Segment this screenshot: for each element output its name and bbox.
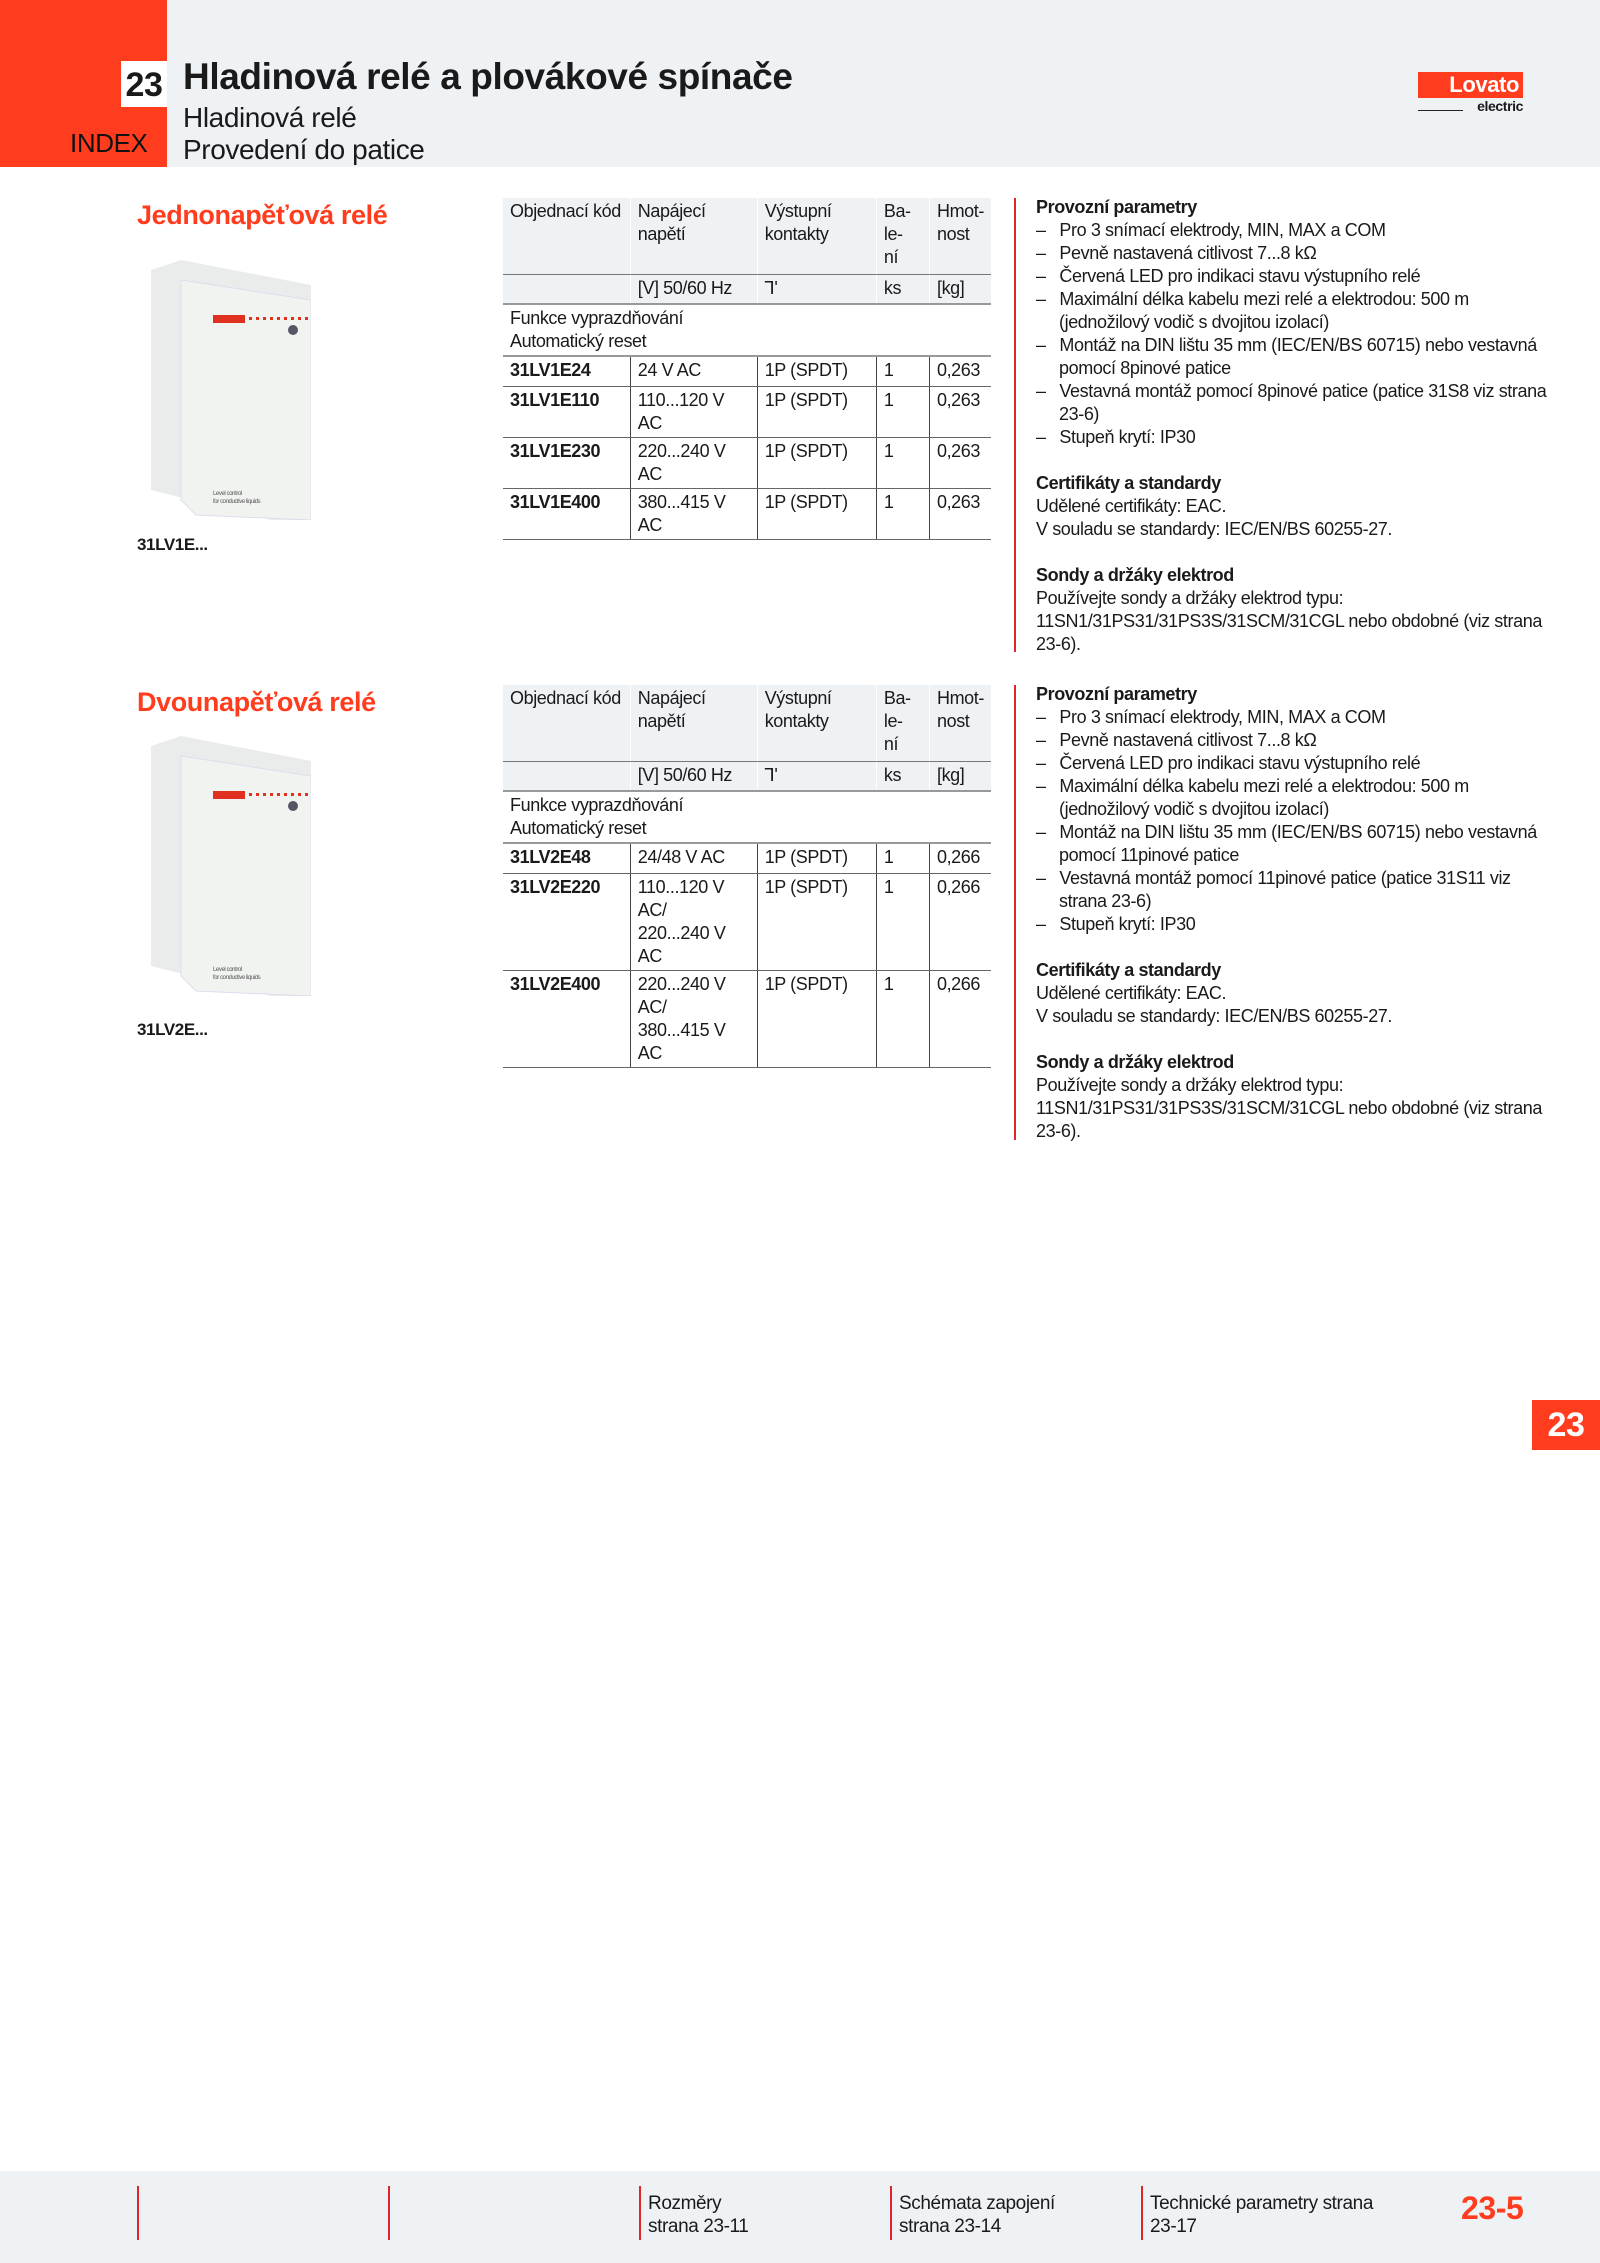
pack-qty: 1: [876, 843, 929, 873]
pack-qty: 1: [876, 873, 929, 970]
logo-underline: [1418, 110, 1463, 111]
page-subtitle: Hladinová relé: [183, 102, 357, 133]
weight: 0,263: [929, 488, 991, 539]
table-row: [503, 488, 991, 539]
unit: [V] 50/60 Hz: [630, 761, 757, 791]
product-label: 31LV1E...: [137, 535, 208, 554]
cert-heading: Certifikáty a standardy: [1036, 473, 1221, 493]
col-header: Ba- le- ní: [876, 198, 929, 274]
probes-heading: Sondy a držáky elektrod: [1036, 565, 1234, 585]
pack-qty: 1: [876, 488, 929, 539]
table-row: [503, 437, 991, 488]
table-row: [503, 970, 991, 1067]
col-header: Hmot- nost: [929, 685, 991, 761]
param-item: – Maximální délka kabelu mezi relé a elektrodou: 500 m (jednožilový vodič s dvojitou izolací): [1036, 289, 1469, 332]
footer-divider: [1141, 2186, 1143, 2240]
output-contacts: 1P (SPDT): [757, 437, 876, 488]
supply-voltage: 110...120 V AC/ 220...240 V AC: [630, 873, 757, 970]
param-text: Vestavná montáž pomocí 11pinové patice (patice 31S11 viz strana 23-6): [1059, 868, 1511, 911]
cert-heading: Certifikáty a standardy: [1036, 960, 1221, 980]
supply-voltage: 220...240 V AC/ 380...415 V AC: [630, 970, 757, 1067]
param-item: – Maximální délka kabelu mezi relé a elektrodou: 500 m (jednožilový vodič s dvojitou izolací): [1036, 776, 1469, 819]
param-text: Pevně nastavená citlivost 7...8 kΩ: [1059, 243, 1317, 263]
probes-text: Používejte sondy a držáky elektrod typu: 11SN1/31PS31/31PS3S/31SCM/31CGL nebo obdobné (viz strana 23-6).: [1036, 588, 1542, 654]
svg-text:Level control: Level control: [213, 967, 242, 973]
param-item: – Stupeň krytí: IP30: [1036, 427, 1196, 447]
contact-symbol-icon: ⅂': [757, 274, 876, 304]
col-header: Výstupní kontakty: [757, 198, 876, 274]
output-contacts: 1P (SPDT): [757, 386, 876, 437]
param-text: Maximální délka kabelu mezi relé a elektrodou: 500 m (jednožilový vodič s dvojitou izolací): [1059, 289, 1469, 332]
param-item: – Pro 3 snímací elektrody, MIN, MAX a COM: [1036, 220, 1386, 240]
pack-qty: 1: [876, 437, 929, 488]
product-image: [141, 260, 311, 520]
specs-heading: Provozní parametry: [1036, 684, 1197, 704]
supply-voltage: 24/48 V AC: [630, 843, 757, 873]
param-text: Pro 3 snímací elektrody, MIN, MAX a COM: [1059, 220, 1386, 240]
specs-panel: [1036, 196, 1556, 656]
probes-heading: Sondy a držáky elektrod: [1036, 1052, 1234, 1072]
logo-subtext: electric: [1477, 98, 1523, 114]
footer-divider: [890, 2186, 892, 2240]
unit: ks: [876, 274, 929, 304]
supply-voltage: 24 V AC: [630, 356, 757, 386]
probes-text: Používejte sondy a držáky elektrod typu: 11SN1/31PS31/31PS3S/31SCM/31CGL nebo obdobné (viz strana 23-6).: [1036, 1075, 1542, 1141]
col-header: Výstupní kontakty: [757, 685, 876, 761]
param-item: – Montáž na DIN lištu 35 mm (IEC/EN/BS 60715) nebo vestavná pomocí 8pinové patice: [1036, 335, 1537, 378]
footer-divider: [137, 2186, 139, 2240]
section-title: Dvounapěťová relé: [137, 687, 376, 717]
red-divider: [1014, 685, 1016, 1140]
table-row: [503, 843, 991, 873]
col-header: Objednací kód: [503, 198, 630, 274]
param-text: Vestavná montáž pomocí 8pinové patice (patice 31S8 viz strana 23-6): [1059, 381, 1547, 424]
function-label: Funkce vyprazdňování Automatický reset: [503, 304, 991, 356]
footer-link-technical[interactable]: Technické parametry strana 23-17: [1150, 2193, 1373, 2237]
lovato-logo: Lovato: [1418, 72, 1523, 98]
order-code: 31LV2E48: [503, 843, 630, 873]
weight: 0,263: [929, 356, 991, 386]
col-header: Ba- le- ní: [876, 685, 929, 761]
param-item: – Stupeň krytí: IP30: [1036, 914, 1196, 934]
product-label: 31LV2E...: [137, 1020, 208, 1039]
output-contacts: 1P (SPDT): [757, 488, 876, 539]
col-header: Napájecí napětí: [630, 685, 757, 761]
footer-divider: [639, 2186, 641, 2240]
standards-text: V souladu se standardy: IEC/EN/BS 60255-27.: [1036, 1006, 1393, 1026]
table-row: [503, 386, 991, 437]
pack-qty: 1: [876, 970, 929, 1067]
param-text: Montáž na DIN lištu 35 mm (IEC/EN/BS 60715) nebo vestavná pomocí 11pinové patice: [1059, 822, 1537, 865]
specs-panel: [1036, 683, 1556, 1143]
index-link[interactable]: INDEX: [70, 128, 148, 158]
col-header: Napájecí napětí: [630, 198, 757, 274]
supply-voltage: 110...120 V AC: [630, 386, 757, 437]
svg-text:for conductive liquids: for conductive liquids: [213, 499, 261, 505]
col-header: Objednací kód: [503, 685, 630, 761]
unit: [V] 50/60 Hz: [630, 274, 757, 304]
output-contacts: 1P (SPDT): [757, 873, 876, 970]
footer-link-wiring[interactable]: Schémata zapojení strana 23-14: [899, 2193, 1055, 2237]
contact-symbol-icon: ⅂': [757, 761, 876, 791]
order-table: [503, 685, 991, 1068]
param-item: – Červená LED pro indikaci stavu výstupního relé: [1036, 266, 1421, 286]
cert-text: Udělené certifikáty: EAC.: [1036, 496, 1227, 516]
table-row: [503, 873, 991, 970]
supply-voltage: 380...415 V AC: [630, 488, 757, 539]
output-contacts: 1P (SPDT): [757, 356, 876, 386]
param-text: Pro 3 snímací elektrody, MIN, MAX a COM: [1059, 707, 1386, 727]
order-code: 31LV1E110: [503, 386, 630, 437]
unit: ks: [876, 761, 929, 791]
param-item: – Červená LED pro indikaci stavu výstupního relé: [1036, 753, 1421, 773]
param-item: – Montáž na DIN lištu 35 mm (IEC/EN/BS 60715) nebo vestavná pomocí 11pinové patice: [1036, 822, 1537, 865]
param-item: – Pevně nastavená citlivost 7...8 kΩ: [1036, 243, 1317, 263]
order-code: 31LV1E24: [503, 356, 630, 386]
param-text: Stupeň krytí: IP30: [1059, 914, 1196, 934]
product-image: [141, 736, 311, 996]
output-contacts: 1P (SPDT): [757, 843, 876, 873]
param-item: – Pevně nastavená citlivost 7...8 kΩ: [1036, 730, 1317, 750]
function-label: Funkce vyprazdňování Automatický reset: [503, 791, 991, 843]
param-item: – Vestavná montáž pomocí 11pinové patice (patice 31S11 viz strana 23-6): [1036, 868, 1511, 911]
order-code: 31LV1E400: [503, 488, 630, 539]
page-title: Hladinová relé a plovákové spínače: [183, 56, 793, 97]
standards-text: V souladu se standardy: IEC/EN/BS 60255-27.: [1036, 519, 1393, 539]
footer-link-dimensions[interactable]: Rozměry strana 23-11: [648, 2193, 749, 2237]
param-text: Červená LED pro indikaci stavu výstupního relé: [1059, 753, 1421, 773]
page-number: 23-5: [1461, 2190, 1524, 2226]
param-text: Montáž na DIN lištu 35 mm (IEC/EN/BS 60715) nebo vestavná pomocí 8pinové patice: [1059, 335, 1537, 378]
param-text: Stupeň krytí: IP30: [1059, 427, 1196, 447]
param-text: Maximální délka kabelu mezi relé a elektrodou: 500 m (jednožilový vodič s dvojitou izolací): [1059, 776, 1469, 819]
param-item: – Pro 3 snímací elektrody, MIN, MAX a COM: [1036, 707, 1386, 727]
unit: [kg]: [929, 274, 991, 304]
table-row: [503, 356, 991, 386]
page-subtitle-2: Provedení do patice: [183, 134, 425, 165]
section-title: Jednonapěťová relé: [137, 200, 388, 230]
order-code: 31LV2E400: [503, 970, 630, 1067]
weight: 0,266: [929, 873, 991, 970]
weight: 0,266: [929, 843, 991, 873]
output-contacts: 1P (SPDT): [757, 970, 876, 1067]
supply-voltage: 220...240 V AC: [630, 437, 757, 488]
param-item: – Vestavná montáž pomocí 8pinové patice (patice 31S8 viz strana 23-6): [1036, 381, 1547, 424]
col-header: Hmot- nost: [929, 198, 991, 274]
specs-heading: Provozní parametry: [1036, 197, 1197, 217]
weight: 0,266: [929, 970, 991, 1067]
svg-text:Level control: Level control: [213, 491, 242, 497]
order-code: 31LV1E230: [503, 437, 630, 488]
unit: [kg]: [929, 761, 991, 791]
order-table: [503, 198, 991, 540]
chapter-number: 23: [121, 61, 167, 107]
footer-divider: [388, 2186, 390, 2240]
cert-text: Udělené certifikáty: EAC.: [1036, 983, 1227, 1003]
pack-qty: 1: [876, 386, 929, 437]
param-text: Pevně nastavená citlivost 7...8 kΩ: [1059, 730, 1317, 750]
chapter-side-tab[interactable]: 23: [1532, 1400, 1600, 1450]
weight: 0,263: [929, 437, 991, 488]
param-text: Červená LED pro indikaci stavu výstupního relé: [1059, 266, 1421, 286]
svg-text:for conductive liquids: for conductive liquids: [213, 975, 261, 981]
red-divider: [1014, 198, 1016, 652]
pack-qty: 1: [876, 356, 929, 386]
weight: 0,263: [929, 386, 991, 437]
order-code: 31LV2E220: [503, 873, 630, 970]
